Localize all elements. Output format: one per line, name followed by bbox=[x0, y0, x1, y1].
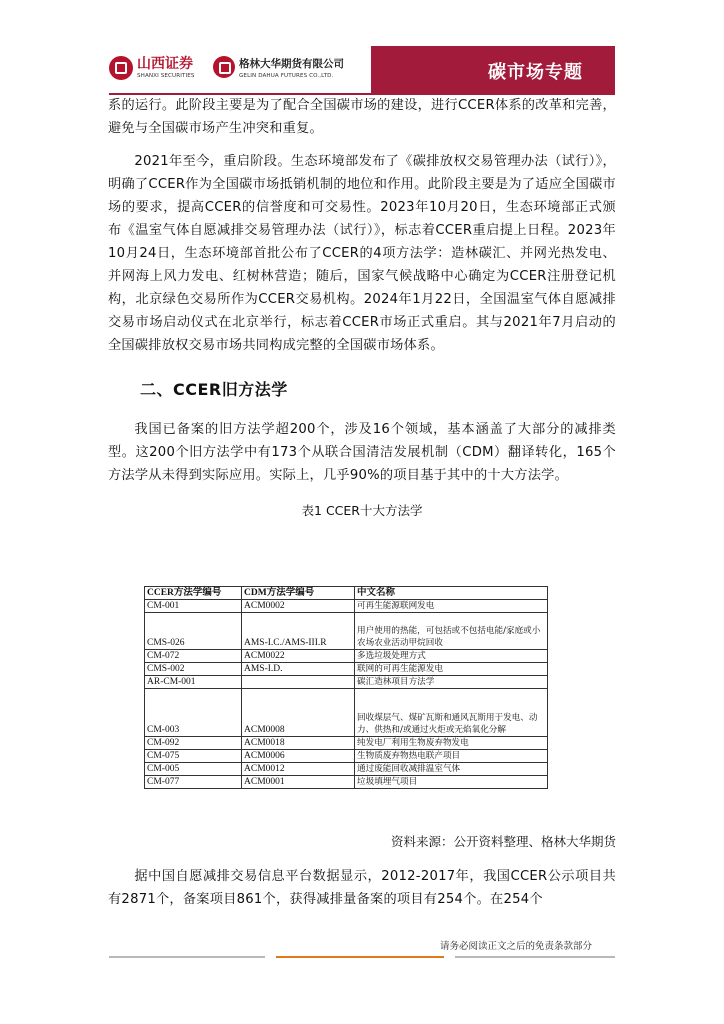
ccer-code: CM-072 bbox=[145, 650, 242, 663]
cdm-code: ACM0022 bbox=[242, 650, 355, 663]
method-name: 碳汇造林项目方法学 bbox=[355, 676, 548, 689]
cdm-code: ACM0001 bbox=[242, 776, 355, 789]
cdm-code: ACM0012 bbox=[242, 763, 355, 776]
method-name: 通过废能回收减排温室气体 bbox=[355, 763, 548, 776]
methodology-table bbox=[144, 586, 548, 789]
cdm-code: ACM0008 bbox=[242, 689, 355, 737]
paragraph-2: 2021年至今，重启阶段。生态环境部发布了《碳排放权交易管理办法（试行）》，明确了CCER作为全国碳市场抵销机制的地位和作用。此阶段主要是为了适应全国碳市场的要求，提高CCER的信誉度和可交易性。2023年10月20日，生态环境部正式颁布《温室气体自愿减排交易管理办法（试行）》，标志着CCER重启提上日程。2023年10月24日，生态环境部首批公布了CCER的4项方法学：造林碳汇、并网光热发电、并网海上风力发电、红树林营造；随后，国家气候战略中心确定为CCER注册登记机构，北京绿色交易所作为CCER交易机构。2024年1月22日，全国温室气体自愿减排交易市场启动仪式在北京举行，标志着CCER市场正式重启。其与2021年7月启动的全国碳排放权交易市场共同构成完整的全国碳市场体系。 bbox=[108, 154, 616, 353]
page-header bbox=[109, 46, 615, 93]
paragraph-1: 系的运行。此阶段主要是为了配合全国碳市场的建设，进行CCER体系的改革和完善，避免与全国碳市场产生冲突和重复。 bbox=[108, 98, 616, 136]
cdm-code: ACM0002 bbox=[242, 600, 355, 613]
paragraph-4: 据中国自愿减排交易信息平台数据显示，2012-2017年，我国CCER公示项目共有2871个，备案项目861个，获得减排量备案的项目有254个。在254个 bbox=[108, 869, 616, 907]
method-name: 回收煤层气、煤矿瓦斯和通风瓦斯用于发电、动力、供热和/或通过火炬或无焰氧化分解 bbox=[355, 689, 548, 737]
table-row bbox=[145, 663, 548, 676]
lower-body bbox=[108, 832, 616, 911]
gelin-dahua-logo bbox=[213, 56, 343, 86]
table-caption: 表1 CCER十大方法学 bbox=[301, 503, 423, 518]
table-row bbox=[145, 763, 548, 776]
cdm-code bbox=[242, 676, 355, 689]
table-row bbox=[145, 737, 548, 750]
method-name: 纯发电厂利用生物废弃物发电 bbox=[355, 737, 548, 750]
table-row bbox=[145, 650, 548, 663]
table-row bbox=[145, 600, 548, 613]
ccer-code: CM-075 bbox=[145, 750, 242, 763]
disclaimer-note: 请务必阅读正文之后的免责条款部分 bbox=[440, 941, 593, 952]
logo2-sub: GELIN DAHUA FUTURES CO.,LTD. bbox=[239, 73, 334, 79]
method-name: 生物质废弃物热电联产项目 bbox=[355, 750, 548, 763]
ccer-code: CM-005 bbox=[145, 763, 242, 776]
document-body bbox=[108, 94, 616, 519]
table-row bbox=[145, 776, 548, 789]
shanxi-securities-logo bbox=[109, 56, 211, 86]
table-row bbox=[145, 676, 548, 689]
gelin-seal-icon bbox=[213, 56, 235, 78]
header-cdm-code: CDM方法学编号 bbox=[242, 587, 355, 600]
method-name: 可再生能源联网发电 bbox=[355, 600, 548, 613]
table-header-row bbox=[145, 587, 548, 600]
logo1-name: 山西证券 bbox=[137, 56, 193, 72]
method-name: 联网的可再生能源发电 bbox=[355, 663, 548, 676]
method-name: 垃圾填埋气项目 bbox=[355, 776, 548, 789]
table-row bbox=[145, 613, 548, 650]
section-title: 二、CCER旧方法学 bbox=[140, 380, 288, 399]
ccer-code: CM-077 bbox=[145, 776, 242, 789]
cdm-code: AMS-I.C./AMS-III.R bbox=[242, 613, 355, 650]
shanxi-seal-icon bbox=[109, 56, 133, 80]
data-source: 资料来源：公开资料整理、格林大华期货 bbox=[390, 834, 616, 849]
ccer-code: CMS-026 bbox=[145, 613, 242, 650]
banner-title: 碳市场专题 bbox=[488, 62, 583, 83]
topic-banner bbox=[371, 46, 615, 93]
footer-bar-right bbox=[455, 956, 615, 958]
ccer-code: AR-CM-001 bbox=[145, 676, 242, 689]
logo2-name: 格林大华期货有限公司 bbox=[239, 58, 344, 70]
cdm-code: AMS-I.D. bbox=[242, 663, 355, 676]
method-name: 用户使用的热能，可包括或不包括电能/家庭或小农场农业活动甲烷回收 bbox=[355, 613, 548, 650]
logo1-sub: SHANXI SECURITIES bbox=[137, 73, 195, 79]
cdm-code: ACM0018 bbox=[242, 737, 355, 750]
table-row bbox=[145, 689, 548, 737]
header-chinese-name: 中文名称 bbox=[355, 587, 548, 600]
footer-bar-middle bbox=[276, 956, 444, 958]
footer-bar-left bbox=[109, 956, 265, 958]
cdm-code: ACM0006 bbox=[242, 750, 355, 763]
paragraph-3: 我国已备案的旧方法学超200个，涉及16个领域，基本涵盖了大部分的减排类型。这200个旧方法学中有173个从联合国清洁发展机制（CDM）翻译转化，165个方法学从未得到实际应用。实际上，几乎90%的项目基于其中的十大方法学。 bbox=[108, 422, 616, 483]
ccer-code: CM-001 bbox=[145, 600, 242, 613]
ccer-code: CMS-002 bbox=[145, 663, 242, 676]
method-name: 多选垃圾处理方式 bbox=[355, 650, 548, 663]
header-ccer-code: CCER方法学编号 bbox=[145, 587, 242, 600]
ccer-code: CM-092 bbox=[145, 737, 242, 750]
ccer-code: CM-003 bbox=[145, 689, 242, 737]
table-row bbox=[145, 750, 548, 763]
